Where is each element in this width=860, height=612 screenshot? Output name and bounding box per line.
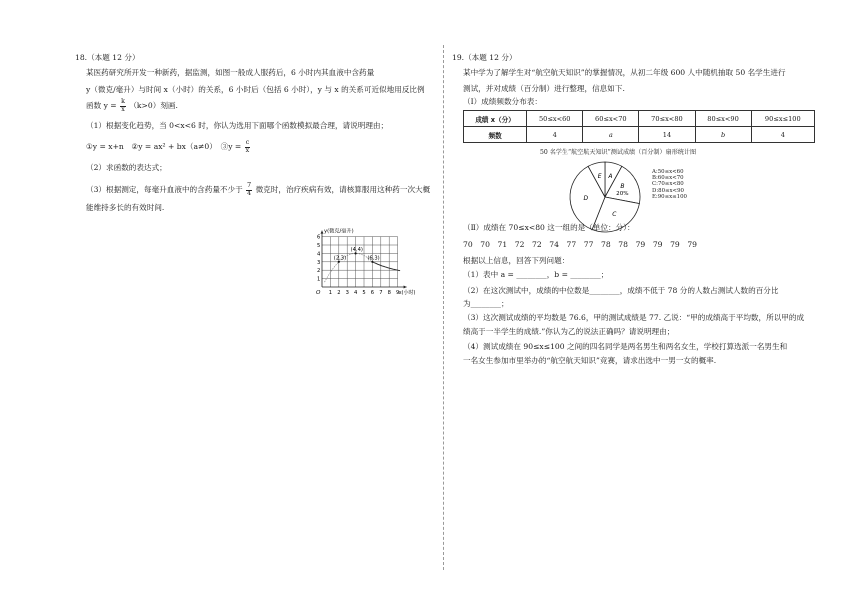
y-tick-label: 1 — [317, 276, 321, 283]
q18-threshold-fraction: $\frac{7}{4}$ — [247, 182, 252, 197]
q19-part2-heading: （Ⅱ）成绩在 70≤x<80 这一组的是（单位：分）： — [463, 223, 635, 232]
q18-paragraph-line3 — [86, 99, 178, 113]
legend-item: E:90≤x≤100 — [652, 193, 687, 200]
pie-slice-percent: 20% — [616, 190, 629, 197]
table-cell: a — [583, 127, 639, 143]
q18-paragraph-line2: y（微克/毫升）与时间 x（小时）的关系，6 小时后（包括 6 小时），y 与 x 的关系可近似地用反比例 — [86, 85, 425, 94]
q19-subquestion-4: （4）测试成绩在 90≤x≤100 之间的四名同学是两名男生和两名女生，学校打算选派一名男生和 — [463, 342, 788, 351]
table-cell: 4 — [527, 127, 583, 143]
data-point-label: (2,3) — [333, 255, 347, 262]
column-divider — [443, 45, 444, 570]
q18-title: 18.（本题 12 分） — [75, 53, 140, 62]
table-cell: 14 — [639, 127, 695, 143]
pie-slice-label: C — [612, 210, 617, 218]
frequency-table-header-row — [464, 111, 815, 127]
pie-slice-label: D — [583, 195, 589, 203]
q19-subquestion-3: （3）这次测试成绩的平均数是 76.6，甲的测试成绩是 77. 乙说：“甲的成绩高于平均数，所以甲的成 — [463, 313, 805, 322]
table-header-cell: 60≤x<70 — [583, 111, 639, 127]
q19-subquestion-2-cont: 为________； — [463, 299, 509, 308]
q18-paragraph-line1: 某医药研究所开发一种新药，据监测，如图一般成人服药后，6 小时内其血液中含药量 — [86, 68, 375, 77]
q19-score-list: 70 70 71 72 72 74 77 77 78 78 79 79 79 79 — [463, 240, 697, 249]
x-tick-label: 9 — [396, 290, 400, 296]
q19-subquestion-4-cont: 一名女生参加市里举办的“航空航天知识”竞赛，请求出选中一男一女的概率. — [463, 356, 717, 365]
x-axis-label: x(小时) — [398, 290, 416, 296]
q19-subquestion-2: （2）在这次测试中，成绩的中位数是________，成绩不低于 78 分的人数占测试人数的百分比 — [463, 286, 779, 295]
data-point-label: (4,4) — [350, 246, 363, 253]
data-point-label: (6,3) — [367, 255, 380, 262]
q19-intro: 根据以上信息，回答下列问题： — [463, 256, 570, 265]
q18-graph — [308, 216, 444, 300]
pie-chart-caption: 50 名学生“航空航天知识”测试成绩（百分制）扇形统计图 — [540, 149, 697, 156]
table-row-label: 频数 — [464, 127, 527, 143]
y-tick-label: 4 — [317, 251, 321, 258]
graph-grid — [322, 237, 398, 287]
y-tick-label: 2 — [317, 268, 321, 275]
y-axis-label: y(微克/毫升) — [324, 228, 354, 235]
q19-paragraph-line2: 测试，并对成绩（百分制）进行整理，信息如下. — [463, 84, 625, 93]
q18-function-suffix: （k>0）刻画. — [129, 101, 178, 110]
legend-item: B:60≤x<70 — [652, 175, 684, 182]
table-header-cell: 成绩 x（分） — [464, 111, 527, 127]
x-tick-label: 4 — [354, 290, 358, 296]
table-header-cell: 80≤x<90 — [695, 111, 751, 127]
pie-slice-label: A — [608, 173, 613, 180]
x-tick-label: 5 — [362, 290, 366, 296]
q19-subquestion-1: （1）表中 a = ________，b = ________； — [463, 270, 609, 279]
frequency-table — [463, 110, 815, 143]
x-tick-label: 6 — [370, 290, 375, 296]
table-header-cell: 50≤x<60 — [527, 111, 583, 127]
q18-function-fraction: $\frac{k}{x}$ — [121, 98, 125, 113]
decay-curve — [372, 262, 400, 271]
x-axis-arrow — [404, 286, 407, 289]
q19-subquestion-3-cont: 绩高于一半学生的成绩.”你认为乙的说法正确吗？请说明理由； — [463, 327, 675, 336]
legend-item: D:80≤x<90 — [652, 187, 684, 194]
q18-options: ①y = x+n ②y = ax² + bx（a≠0） ③y = $\frac{c}{x}$ — [86, 139, 250, 154]
x-tick-label: 3 — [345, 290, 349, 296]
x-tick-label: 8 — [387, 290, 391, 296]
q18-option3-fraction: $\frac{c}{x}$ — [245, 139, 250, 154]
q18-subquestion-1: （1）根据变化趋势，当 0<x<6 时，你认为选用下面哪个函数模拟最合理，请说明理由； — [86, 121, 389, 130]
origin-label: O — [316, 290, 321, 296]
rise-curve — [325, 253, 373, 282]
x-tick-label: 1 — [328, 290, 333, 296]
table-cell: b — [695, 127, 751, 143]
pie-slice-label: E — [597, 173, 602, 180]
y-tick-label: 6 — [317, 234, 321, 241]
y-tick-label: 3 — [317, 259, 321, 266]
legend-item: A:50≤x<60 — [652, 169, 684, 175]
pie-legend — [652, 169, 687, 200]
x-tick-label: 7 — [379, 290, 383, 296]
pie-slices — [570, 162, 640, 232]
legend-item: C:70≤x<80 — [652, 181, 684, 188]
table-header-cell: 70≤x<80 — [639, 111, 695, 127]
q18-subquestion-2: （2）求函数的表达式； — [86, 163, 167, 172]
q18-function-prefix: 函数 y = — [86, 101, 117, 110]
graph-points — [334, 247, 380, 263]
q19-part1-heading: （Ⅰ）成绩频数分布表： — [463, 97, 542, 106]
q19-paragraph-line1: 某中学为了解学生对“航空航天知识”的掌握情况，从初二年级 600 人中随机抽取 50 名学生进行 — [463, 68, 786, 77]
y-tick-label: 5 — [317, 243, 321, 249]
pie-slice-label: B — [620, 182, 625, 190]
q19-title: 19.（本题 12 分） — [452, 53, 517, 62]
table-header-cell: 90≤x≤100 — [751, 111, 814, 127]
q18-subquestion-3: （3）根据测定，每毫升血液中的含药量不少于 $\frac{7}{4}$ 微克时，治疗疾病有效，请核算服用这种药一次大概 — [86, 182, 431, 197]
q18-subquestion-3-cont: 能维持多长的有效时间. — [86, 203, 165, 212]
x-tick-label: 2 — [337, 290, 341, 296]
table-cell: 4 — [751, 127, 814, 143]
frequency-table-row — [464, 127, 815, 143]
